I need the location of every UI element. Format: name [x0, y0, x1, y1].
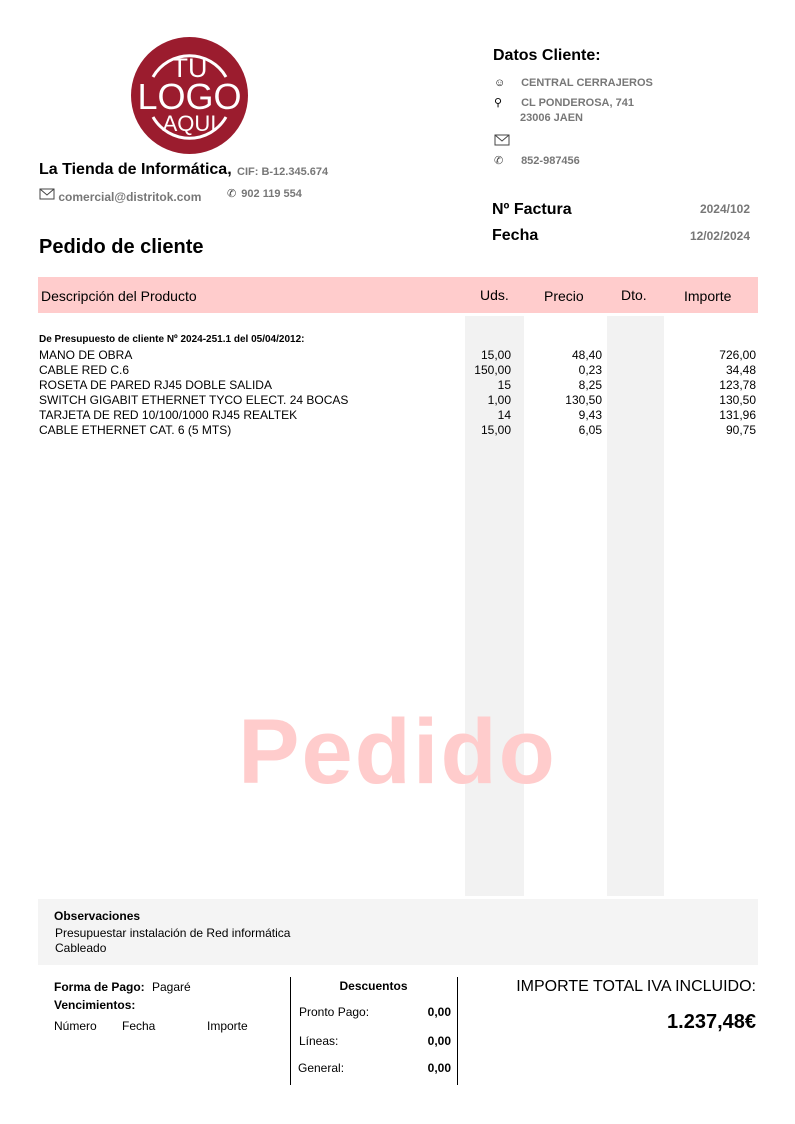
client-address-row — [494, 96, 634, 109]
email-text: comercial@distritok.com — [58, 190, 202, 204]
cell-importe: 123,78 — [719, 378, 756, 392]
header-dto: Dto. — [621, 287, 647, 303]
phone-icon: ✆ — [494, 155, 504, 167]
table-row — [0, 393, 795, 408]
invoice-date-label: Fecha — [492, 227, 539, 244]
logo-text: AQUI — [162, 111, 217, 136]
table-row — [0, 348, 795, 363]
cell-precio: 0,23 — [578, 363, 602, 377]
invoice-number-label: Nº Factura — [492, 201, 572, 218]
due-col-number: Número — [54, 1019, 97, 1033]
payment-method-label: Forma de Pago: — [54, 980, 145, 994]
header-description: Descripción del Producto — [41, 288, 197, 304]
cell-importe: 90,75 — [725, 423, 756, 437]
observations-box — [38, 899, 758, 965]
logo-text: TU — [171, 53, 208, 83]
cell-desc: TARJETA DE RED 10/100/1000 RJ45 REALTEK — [39, 408, 298, 422]
company-logo — [131, 37, 248, 154]
due-col-amount: Importe — [207, 1019, 248, 1033]
client-address2: 23006 JAEN — [520, 112, 583, 124]
cell-uds: 150,00 — [474, 363, 511, 377]
company-email — [39, 187, 201, 204]
cell-precio: 9,43 — [578, 408, 602, 422]
table-row — [0, 408, 795, 423]
person-icon: ☺ — [494, 77, 506, 89]
client-phone-row — [494, 154, 580, 167]
header-precio: Precio — [544, 288, 584, 304]
cell-desc: ROSETA DE PARED RJ45 DOBLE SALIDA — [39, 378, 272, 392]
divider — [290, 977, 291, 1085]
section-heading: De Presupuesto de cliente Nº 2024-251.1 del 05/04/2012: — [39, 334, 305, 345]
cell-uds: 15,00 — [480, 348, 511, 362]
total-value: 1.237,48€ — [667, 1011, 756, 1033]
cell-uds: 15,00 — [480, 423, 511, 437]
cell-uds: 15 — [497, 378, 511, 392]
observations-title: Observaciones — [54, 909, 141, 923]
client-name-row — [494, 77, 653, 89]
location-pin-icon: ⚲ — [494, 97, 503, 109]
client-name: CENTRAL CERRAJEROS — [521, 77, 653, 89]
cell-desc: SWITCH GIGABIT ETHERNET TYCO ELECT. 24 BOCAS — [39, 393, 349, 407]
client-email-row — [493, 133, 511, 152]
company-phone — [227, 187, 302, 200]
client-address1: CL PONDEROSA, 741 — [521, 97, 634, 109]
phone-icon: ✆ — [227, 188, 237, 200]
company-cif: CIF: B-12.345.674 — [237, 166, 329, 178]
client-phone: 852-987456 — [521, 155, 580, 167]
envelope-icon — [39, 187, 55, 201]
watermark: Pedido — [238, 701, 557, 803]
company-name: La Tienda de Informática, — [39, 161, 232, 178]
cell-desc: CABLE ETHERNET CAT. 6 (5 MTS) — [39, 423, 232, 437]
total-label: IMPORTE TOTAL IVA INCLUIDO: — [516, 978, 756, 995]
header-uds: Uds. — [480, 287, 509, 303]
cell-precio: 130,50 — [565, 393, 602, 407]
header-importe: Importe — [684, 288, 732, 304]
cell-precio: 48,40 — [571, 348, 602, 362]
divider — [457, 977, 458, 1085]
cell-importe: 34,48 — [725, 363, 756, 377]
cell-uds: 1,00 — [487, 393, 511, 407]
envelope-icon — [493, 133, 511, 147]
discounts-title: Descuentos — [339, 979, 408, 993]
table-header — [38, 277, 758, 313]
cell-precio: 8,25 — [578, 378, 602, 392]
invoice-number: 2024/102 — [699, 202, 750, 216]
payment-method: Pagaré — [152, 980, 191, 994]
table-row — [0, 363, 795, 378]
discount-label: Líneas: — [299, 1034, 339, 1048]
cell-importe: 131,96 — [719, 408, 756, 422]
cell-desc: MANO DE OBRA — [39, 348, 133, 362]
cell-importe: 130,50 — [719, 393, 756, 407]
observations-line: Cableado — [55, 941, 107, 955]
discount-value: 0,00 — [427, 1005, 451, 1019]
cell-uds: 14 — [497, 408, 511, 422]
discount-value: 0,00 — [427, 1061, 451, 1075]
due-label: Vencimientos: — [54, 998, 136, 1012]
page-title: Pedido de cliente — [39, 236, 204, 258]
cell-precio: 6,05 — [578, 423, 602, 437]
cell-importe: 726,00 — [719, 348, 756, 362]
logo-text: LOGO — [137, 76, 242, 117]
discount-label: General: — [298, 1061, 345, 1075]
cell-desc: CABLE RED C.6 — [39, 363, 130, 377]
table-row — [0, 378, 795, 393]
observations-line: Presupuestar instalación de Red informática — [55, 926, 291, 940]
table-row — [0, 423, 795, 438]
phone-text: 902 119 554 — [241, 188, 302, 200]
due-col-date: Fecha — [122, 1019, 156, 1033]
client-title: Datos Cliente: — [493, 47, 601, 64]
discount-value: 0,00 — [427, 1034, 451, 1048]
discount-label: Pronto Pago: — [299, 1005, 370, 1019]
invoice-date: 12/02/2024 — [689, 229, 750, 243]
